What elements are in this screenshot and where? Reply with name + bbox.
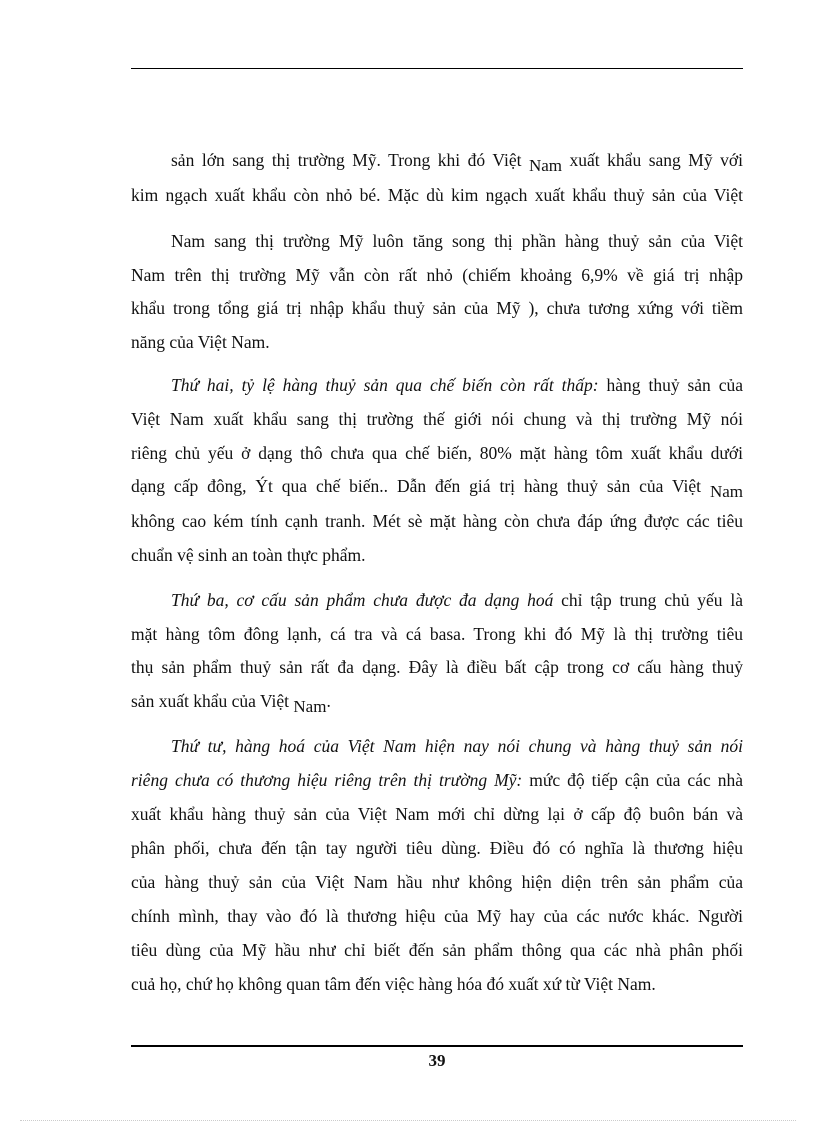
text-line: Nam trên thị trường Mỹ vẫn còn rất nhỏ (chiếm khoảng 6,9% về giá trị nhập bbox=[131, 265, 743, 285]
text-line: năng của Việt Nam. bbox=[131, 332, 270, 352]
text-line: thụ sản phẩm thuỷ sản rất đa dạng. Đây là điều bất cập trong cơ cấu hàng thuỷ bbox=[131, 657, 743, 677]
text-line: chính mình, thay vào đó là thương hiệu của Mỹ hay của các nước khác. Người bbox=[131, 906, 743, 926]
text-line: dạng cấp đông, Ýt qua chế biến.. Dẫn đến giá trị hàng thuỷ sản của Việt Nam bbox=[131, 476, 743, 501]
text-line: Thứ ba, cơ cấu sản phẩm chưa được đa dạng hoá chỉ tập trung chủ yếu là bbox=[171, 590, 743, 610]
text-line: chuẩn vệ sinh an toàn thực phẩm. bbox=[131, 545, 366, 565]
text-line: khẩu trong tổng giá trị nhập khẩu thuỷ sản của Mỹ ), chưa tương xứng với tiềm bbox=[131, 298, 743, 318]
footer-rule bbox=[131, 1045, 743, 1047]
text-line: Thứ tư, hàng hoá của Việt Nam hiện nay nói chung và hàng thuỷ sản nói bbox=[171, 736, 743, 756]
text-line: phân phối, chưa đến tận tay người tiêu dùng. Điều đó có nghĩa là thương hiệu bbox=[131, 838, 743, 858]
text-line: xuất khẩu hàng thuỷ sản của Việt Nam mới chỉ dừng lại ở cấp độ buôn bán và bbox=[131, 804, 743, 824]
text-line: kim ngạch xuất khẩu còn nhỏ bé. Mặc dù kim ngạch xuất khẩu thuỷ sản của Việt bbox=[131, 185, 743, 205]
text-line: cuả họ, chứ họ không quan tâm đến việc hàng hóa đó xuất xứ từ Việt Nam. bbox=[131, 974, 656, 994]
text-line: tiêu dùng của Mỹ hầu như chỉ biết đến sản phẩm thông qua các nhà phân phối bbox=[131, 940, 743, 960]
header-rule bbox=[131, 68, 743, 69]
text-line: Thứ hai, tỷ lệ hàng thuỷ sản qua chế biến còn rất thấp: hàng thuỷ sản của bbox=[171, 375, 743, 395]
text-line: Việt Nam xuất khẩu sang thị trường thế giới nói chung và thị trường Mỹ nói bbox=[131, 409, 743, 429]
text-line: của hàng thuỷ sản của Việt Nam hầu như không hiện diện trên sản phẩm của bbox=[131, 872, 743, 892]
text-line: riêng chưa có thương hiệu riêng trên thị trường Mỹ: mức độ tiếp cận của các nhà bbox=[131, 770, 744, 790]
text-line: sản lớn sang thị trường Mỹ. Trong khi đó Việt Nam xuất khẩu sang Mỹ với bbox=[171, 150, 743, 175]
text-line: Nam sang thị trường Mỹ luôn tăng song thị phần hàng thuỷ sản của Việt bbox=[171, 231, 743, 251]
text-line: riêng chủ yếu ở dạng thô chưa qua chế biến, 80% mặt hàng tôm xuất khẩu dưới bbox=[131, 443, 743, 463]
page-edge-dots bbox=[20, 1120, 796, 1121]
text-line: không cao kém tính cạnh tranh. Mét sè mặt hàng còn chưa đáp ứng được các tiêu bbox=[131, 511, 743, 531]
text-line: mặt hàng tôm đông lạnh, cá tra và cá basa. Trong khi đó Mỹ là thị trường tiêu bbox=[131, 624, 743, 644]
text-line: sản xuất khẩu của Việt Nam. bbox=[131, 691, 331, 716]
page-number: 39 bbox=[428, 1051, 446, 1070]
